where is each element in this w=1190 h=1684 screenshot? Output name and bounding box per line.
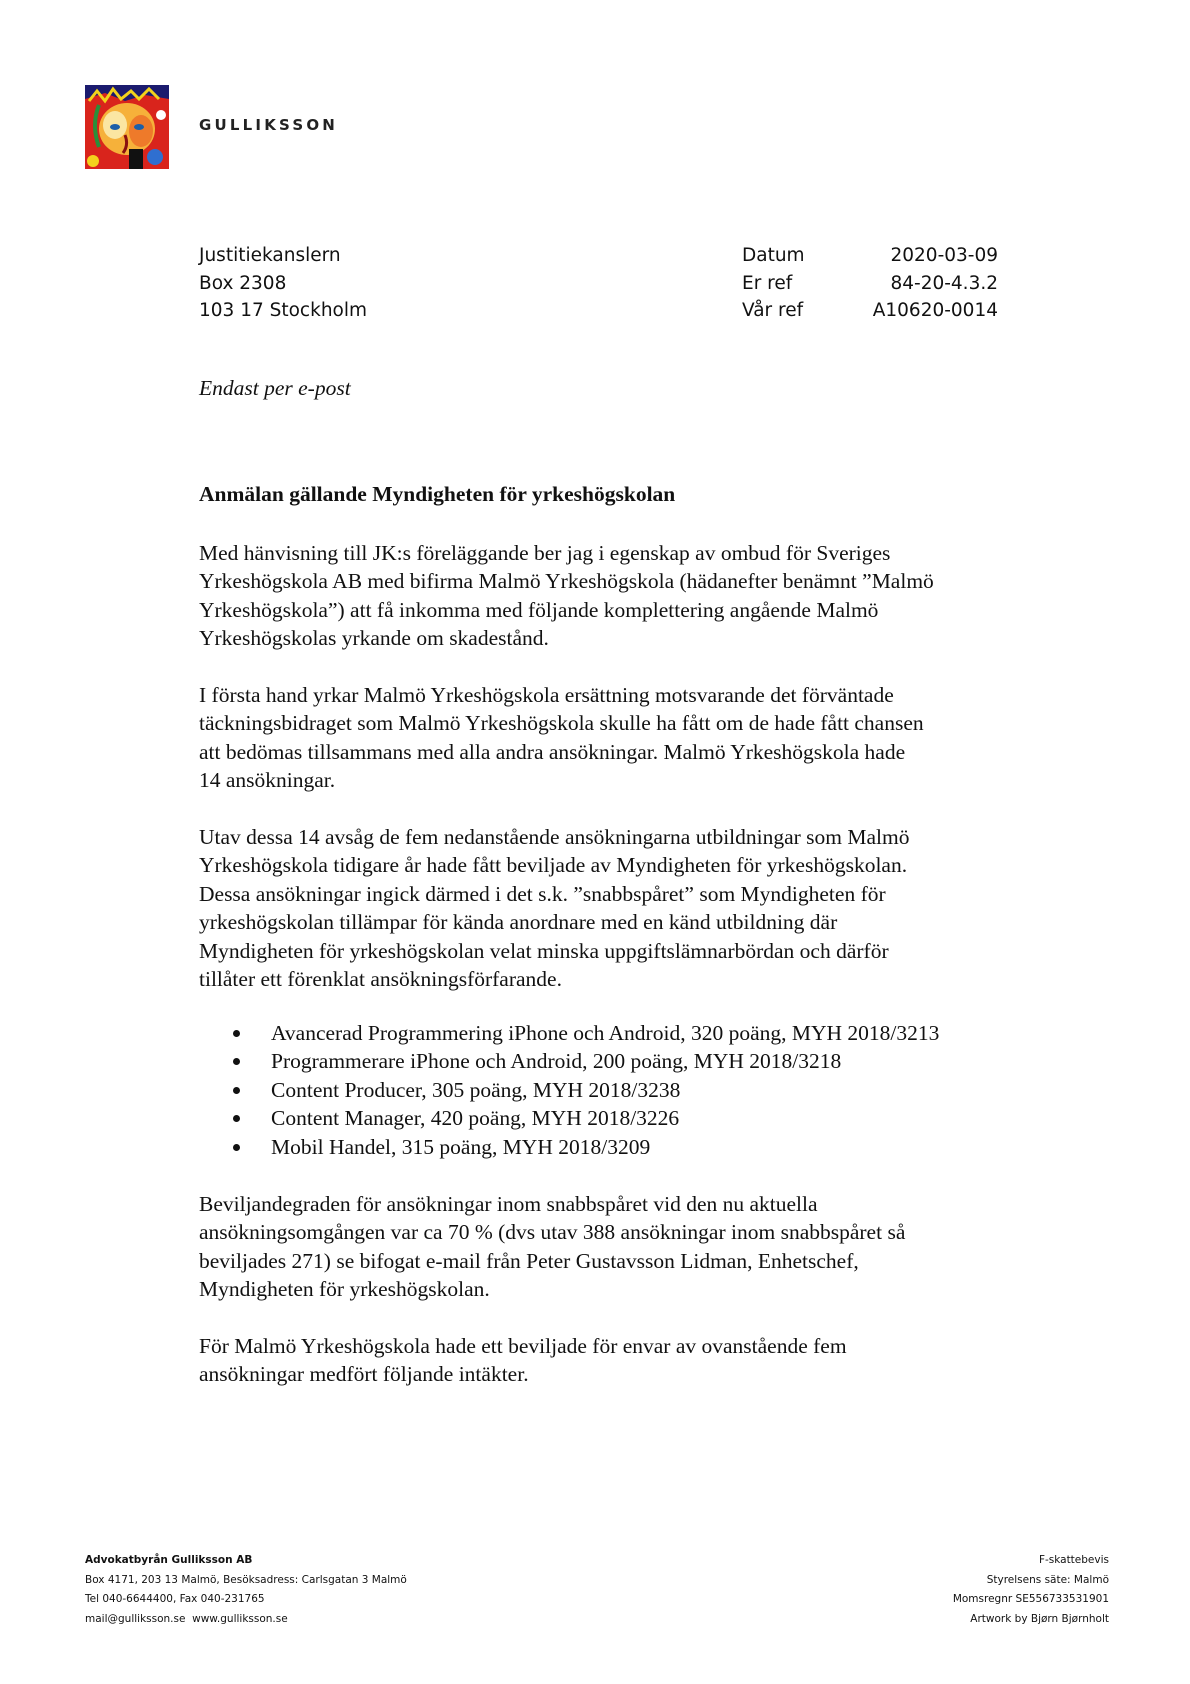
text-line: Yrkeshögskola tidigare år hade fått beviljade av Myndigheten för yrkeshögskolan. [199,853,908,878]
body-paragraph [199,539,999,653]
footer-artwork-credit: Artwork by Bjørn Bjørnholt [970,1613,1109,1626]
footer-legal-info [953,1551,1109,1630]
text-line: beviljades 271) se bifogat e-mail från Peter Gustavsson Lidman, Enhetschef, [199,1248,859,1273]
meta-value: 84-20-4.3.2 [890,272,998,294]
body-paragraph [199,1332,999,1389]
list-item [233,1104,1033,1132]
footer-company-name: Advokatbyrån Gulliksson AB [85,1554,253,1566]
bullet-icon [233,1087,240,1094]
bullet-icon [233,1144,240,1151]
list-item [233,1047,1033,1075]
bullet-icon [233,1030,240,1037]
meta-label: Vår ref [742,300,804,321]
letter-meta [742,242,998,325]
text-line: att bedömas tillsammans med alla andra ansökningar. Malmö Yrkeshögskola hade [199,739,906,764]
text-line: Yrkeshögskola”) att få inkomma med följande komplettering angående Malmö [199,597,879,622]
text-line: Yrkeshögskola AB med bifirma Malmö Yrkeshögskola (hädanefter benämnt ”Malmö [199,569,934,594]
recipient-city: 103 17 Stockholm [199,300,368,321]
footer-seat: Styrelsens säte: Malmö [986,1573,1109,1586]
footer-address: Box 4171, 203 13 Malmö, Besöksadress: Carlsgatan 3 Malmö [85,1573,407,1586]
text-line: Yrkeshögskolas yrkande om skadestånd. [199,626,549,651]
recipient-name: Justitiekanslern [199,245,341,266]
meta-value: A10620-0014 [872,300,998,321]
meta-row-our-ref [742,297,998,325]
list-item [233,1076,1033,1104]
text-line: För Malmö Yrkeshögskola hade ett beviljade för envar av ovanstående fem [199,1334,847,1358]
list-item [233,1133,1033,1161]
meta-value: 2020-03-09 [890,245,998,266]
program-text: Content Manager, 420 poäng, MYH 2018/3226 [271,1106,680,1131]
footer-vat: Momsregnr SE556733531901 [952,1593,1109,1606]
text-line: yrkeshögskolan tillämpar för kända anordnare med en känd utbildning där [199,910,838,935]
body-paragraph [199,823,999,993]
text-line: Utav dessa 14 avsåg de fem nedanstående ansökningarna utbildningar som Malmö [199,825,910,849]
program-list [233,1019,1033,1161]
meta-label: Datum [742,245,805,266]
brand-name: GULLIKSSON [199,116,339,134]
program-text: Programmerare iPhone och Android, 200 poäng, MYH 2018/3218 [271,1049,842,1074]
list-item [233,1019,1033,1047]
text-line: I första hand yrkar Malmö Yrkeshögskola ersättning motsvarande det förväntade [199,683,894,707]
text-line: Myndigheten för yrkeshögskolan. [199,1277,490,1302]
text-line: Dessa ansökningar ingick därmed i det s.k. ”snabbspåret” som Myndigheten för [199,881,886,906]
logo-artwork-icon [85,85,169,169]
recipient-box: Box 2308 [199,272,287,294]
footer-tax: F-skattebevis [1038,1554,1109,1566]
footer-phone: Tel 040-6644400, Fax 040-231765 [85,1593,265,1606]
meta-row-their-ref [742,270,998,298]
meta-row-date [742,242,998,270]
footer-company-info [85,1551,407,1630]
text-line: tillåter ett förenklat ansökningsförfarande. [199,967,562,992]
footer-web: mail@gulliksson.se www.gulliksson.se [85,1613,288,1626]
body-paragraph [199,1190,999,1304]
text-line: ansökningar medfört följande intäkter. [199,1362,529,1387]
bullet-icon [233,1058,240,1065]
text-line: Myndigheten för yrkeshögskolan velat minska uppgiftslämnarbördan och därför [199,938,889,963]
text-line: 14 ansökningar. [199,768,336,793]
bullet-icon [233,1115,240,1122]
subject-heading: Anmälan gällande Myndigheten för yrkeshögskolan [199,482,676,506]
text-line: täckningsbidraget som Malmö Yrkeshögskola skulle ha fått om de hade fått chansen [199,711,924,736]
text-line: Beviljandegraden för ansökningar inom snabbspåret vid den nu aktuella [199,1192,818,1216]
text-line: ansökningsomgången var ca 70 % (dvs utav 388 ansökningar inom snabbspåret så [199,1220,906,1245]
program-text: Avancerad Programmering iPhone och Android, 320 poäng, MYH 2018/3213 [271,1021,940,1045]
meta-label: Er ref [742,272,793,294]
recipient-address [199,242,367,325]
body-paragraph [199,681,999,795]
program-text: Mobil Handel, 315 poäng, MYH 2018/3209 [271,1134,651,1159]
text-line: Med hänvisning till JK:s föreläggande ber jag i egenskap av ombud för Sveriges [199,541,891,565]
delivery-note: Endast per e-post [199,376,351,400]
program-text: Content Producer, 305 poäng, MYH 2018/3238 [271,1077,681,1102]
